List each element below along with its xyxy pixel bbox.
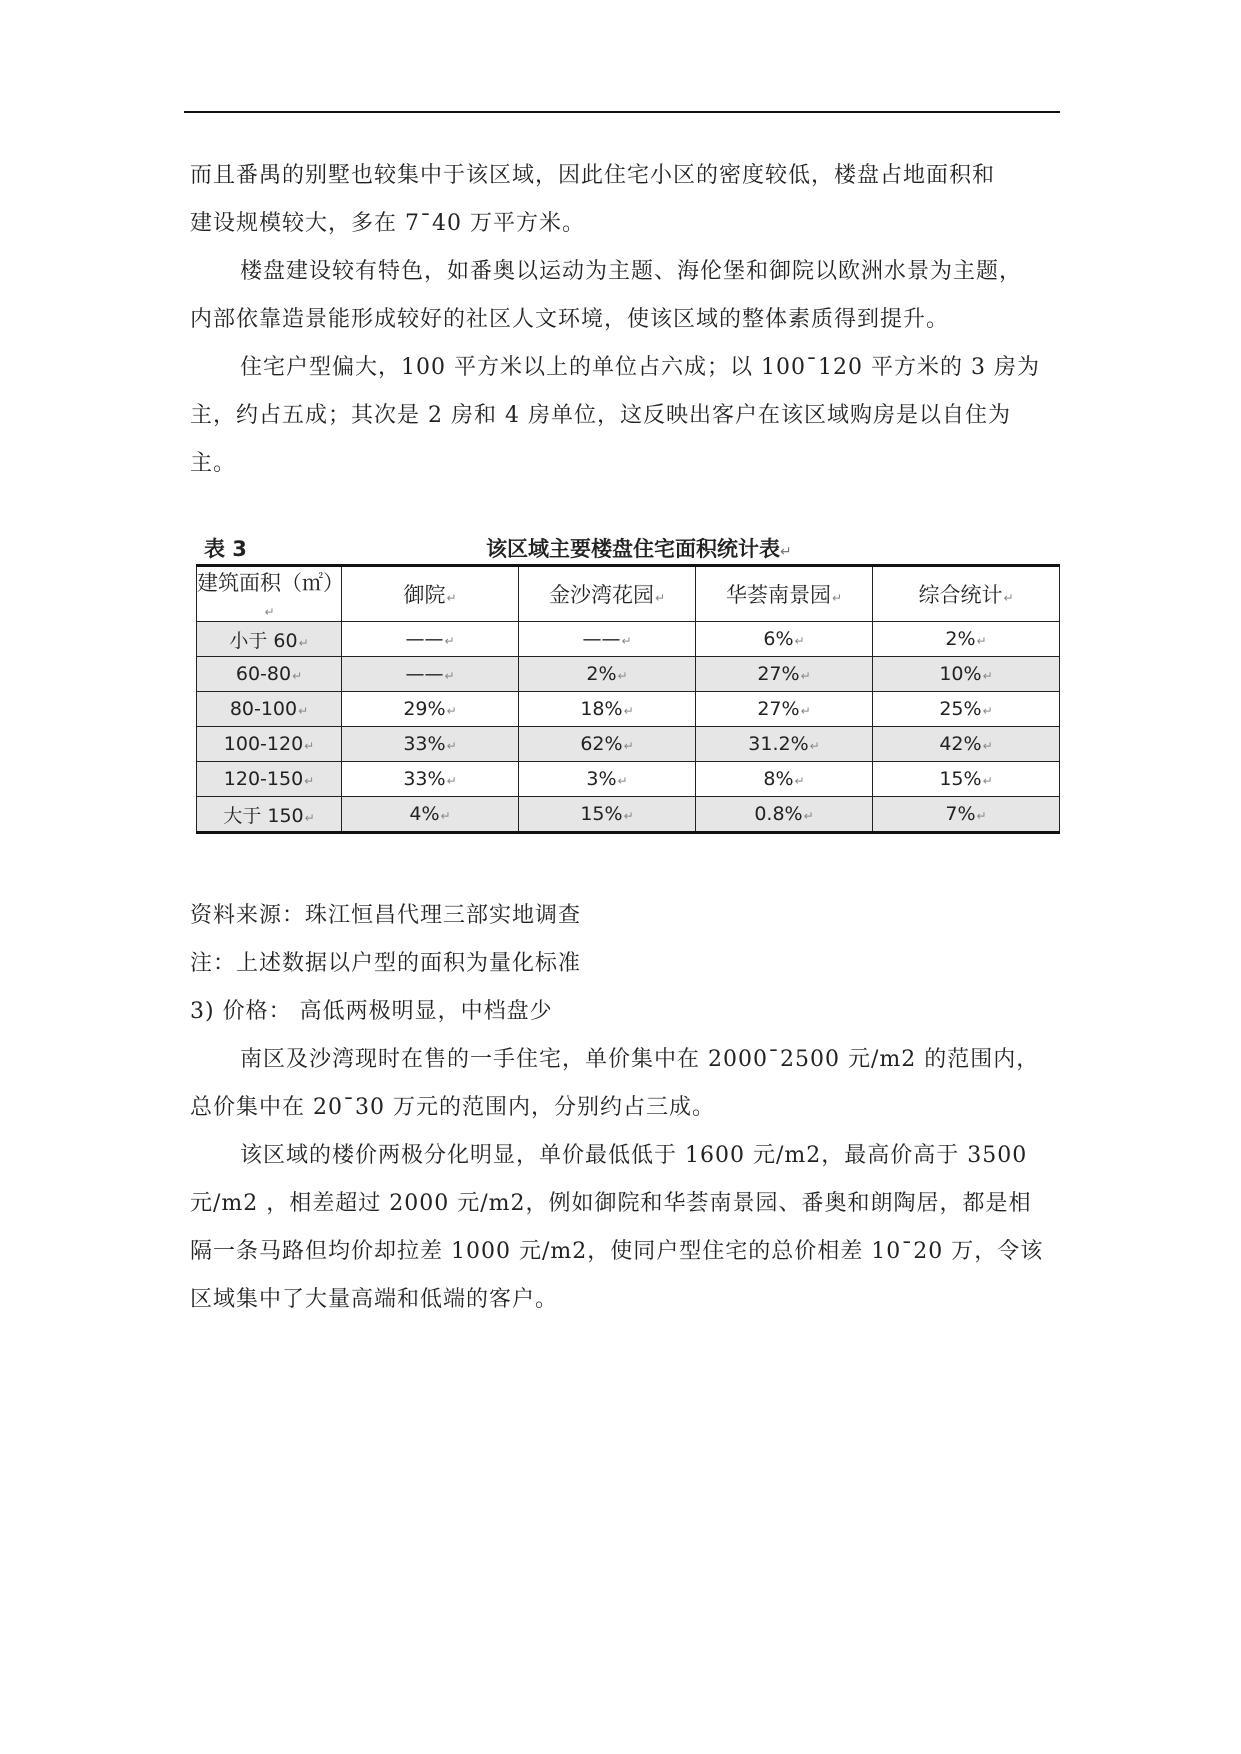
table-cell: 42%↵ — [873, 727, 1060, 762]
area-stats-table — [196, 564, 1060, 834]
table-cell: 8%↵ — [696, 762, 873, 797]
text-line: 建设规模较大，多在 7¯40 万平方米。 — [190, 211, 585, 236]
table-cell: 6%↵ — [696, 622, 873, 657]
table-cell: 25%↵ — [873, 692, 1060, 727]
text-line: 3) 价格： 高低两极明显，中档盘少 — [190, 999, 553, 1024]
table-header-cell: 御院↵ — [342, 566, 519, 622]
table-cell: 62%↵ — [519, 727, 696, 762]
table-row-header: 120-150↵ — [197, 762, 342, 797]
table-row — [197, 692, 1060, 727]
text-line: 楼盘建设较有特色，如番奥以运动为主题、海伦堡和御院以欧洲水景为主题， — [240, 259, 1023, 284]
table-row — [197, 622, 1060, 657]
table-cell: 4%↵ — [342, 797, 519, 833]
table-cell: 3%↵ — [519, 762, 696, 797]
table-cell: 10%↵ — [873, 657, 1060, 692]
table-cell: 2%↵ — [873, 622, 1060, 657]
table-header-cell: 综合统计↵ — [873, 566, 1060, 622]
table-header-cell: 华荟南景园↵ — [696, 566, 873, 622]
text-line: 南区及沙湾现时在售的一手住宅，单价集中在 2000¯2500 元/m2 的范围内， — [240, 1047, 1040, 1072]
text-line: 隔一条马路但均价却拉差 1000 元/m2，使同户型住宅的总价相差 10¯20 万，令该 — [190, 1239, 1044, 1264]
table-cell: ——↵ — [342, 657, 519, 692]
text-line: 内部依靠造景能形成较好的社区人文环境，使该区域的整体素质得到提升。 — [190, 307, 950, 332]
table-cell: 0.8%↵ — [696, 797, 873, 833]
table-cell: 27%↵ — [696, 657, 873, 692]
table-header-cell: 建筑面积（㎡）↵ — [197, 566, 342, 622]
table-title-row — [196, 534, 1054, 564]
table-row-header: 大于 150↵ — [197, 797, 342, 833]
header-rule — [184, 111, 1060, 113]
table-row-header: 60-80↵ — [197, 657, 342, 692]
text-line: 资料来源：珠江恒昌代理三部实地调查 — [190, 903, 582, 928]
text-line: 主，约占五成；其次是 2 房和 4 房单位，这反映出客户在该区域购房是以自住为 — [190, 403, 1011, 428]
body-text-top — [190, 152, 1052, 488]
text-line: 该区域的楼价两极分化明显，单价最低低于 1600 元/m2，最高价高于 3500 — [240, 1143, 1028, 1168]
table-cell: 7%↵ — [873, 797, 1060, 833]
table-cell: 27%↵ — [696, 692, 873, 727]
table-cell: 29%↵ — [342, 692, 519, 727]
text-line: 住宅户型偏大，100 平方米以上的单位占六成；以 100¯120 平方米的 3 房为 — [240, 355, 1040, 380]
table-label: 表 3 — [204, 537, 247, 561]
text-line: 注：上述数据以户型的面积为量化标准 — [190, 951, 582, 976]
area-stats-table-section — [196, 534, 1054, 834]
table-row — [197, 727, 1060, 762]
text-line: 元/m2 ，相差超过 2000 元/m2，例如御院和华荟南景园、番奥和朗陶居，都是相 — [190, 1191, 1032, 1216]
text-line: 总价集中在 20¯30 万元的范围内，分别约占三成。 — [190, 1095, 715, 1120]
table-cell: 2%↵ — [519, 657, 696, 692]
table-cell: 18%↵ — [519, 692, 696, 727]
table-cell: ——↵ — [519, 622, 696, 657]
table-row — [197, 797, 1060, 833]
table-row-header: 80-100↵ — [197, 692, 342, 727]
table-header-row — [197, 566, 1060, 622]
table-caption: 该区域主要楼盘住宅面积统计表↵ — [486, 537, 792, 561]
text-line: 区域集中了大量高端和低端的客户。 — [190, 1287, 559, 1312]
table-header-cell: 金沙湾花园↵ — [519, 566, 696, 622]
table-cell: 15%↵ — [873, 762, 1060, 797]
table-cell: 33%↵ — [342, 727, 519, 762]
table-row — [197, 762, 1060, 797]
body-text-bottom — [190, 892, 1052, 1324]
table-cell: 33%↵ — [342, 762, 519, 797]
text-line: 而且番禺的别墅也较集中于该区域，因此住宅小区的密度较低，楼盘占地面积和 — [190, 163, 996, 188]
table-cell: 15%↵ — [519, 797, 696, 833]
table-row-header: 100-120↵ — [197, 727, 342, 762]
table-row — [197, 657, 1060, 692]
table-cell: ——↵ — [342, 622, 519, 657]
text-line: 主。 — [190, 451, 237, 476]
table-cell: 31.2%↵ — [696, 727, 873, 762]
table-row-header: 小于 60↵ — [197, 622, 342, 657]
